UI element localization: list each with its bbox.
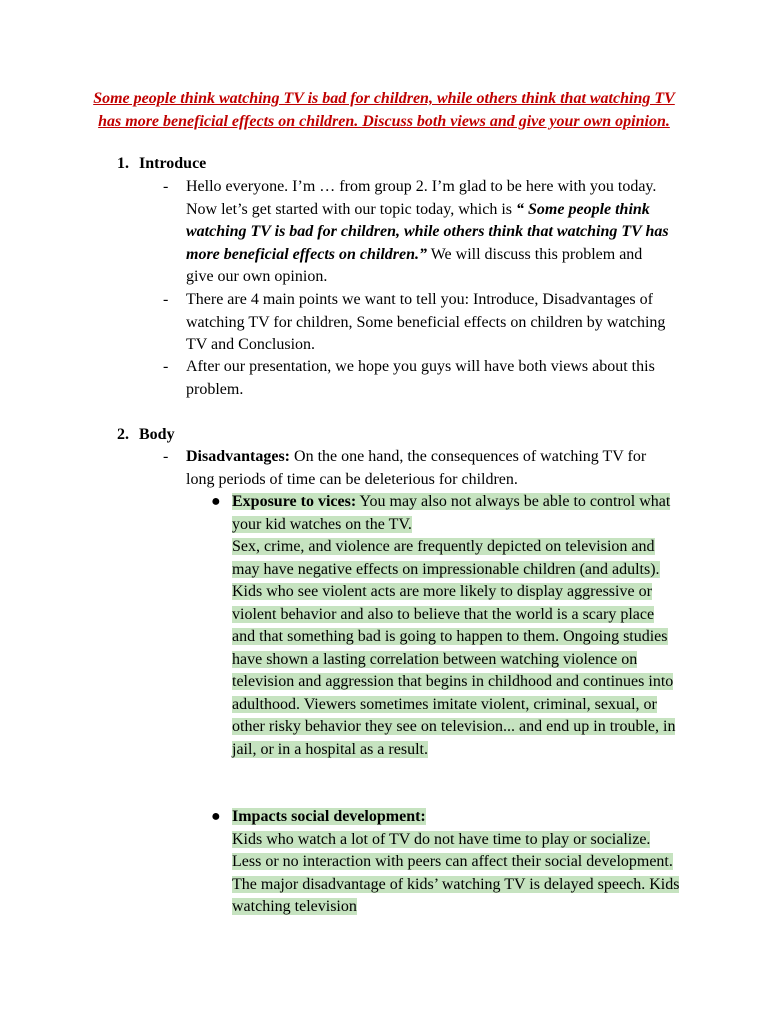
section-title: Body	[139, 426, 175, 443]
intro-item-main-points	[163, 289, 673, 357]
exposure-intro: You may also not always be able to control what your kid watches on the TV.	[232, 493, 671, 533]
bullet-exposure-to-vices	[211, 491, 681, 761]
exposure-label: Exposure to vices:	[232, 493, 357, 510]
section-number: 1.	[117, 155, 129, 172]
exposure-text	[232, 491, 681, 761]
greeting-text: Hello everyone. I’m … from group 2. I’m glad to be here with you today. Now let’s get started with our topic today, which is	[186, 178, 657, 218]
intro-item-greeting	[163, 176, 673, 289]
presentation-hope-text: After our presentation, we hope you guys will have both views about this problem.	[186, 358, 655, 398]
section-number: 2.	[117, 426, 129, 443]
bullet-marker: ●	[211, 493, 221, 510]
disadvantages-label: Disadvantages:	[186, 448, 291, 465]
topic-quote: “ Some people think watching TV is bad for children, while others think that watching TV has more beneficial effects on children.”	[186, 200, 669, 263]
essay-title: Some people think watching TV is bad for children, while others think that watching TV has more beneficial effects on children. Discuss both views and give your own opinion.	[93, 90, 675, 130]
disadvantages-description: On the one hand, the consequences of watching TV for long periods of time can be deleterious for children.	[186, 448, 647, 488]
exposure-paragraph: Sex, crime, and violence are frequently depicted on television and may have negative effects on impressionable children (and adults). Kids who see violent acts are more likely to display aggressive or violent behavior and also to believe that the world is a scary place and that something bad is going to happen to them. Ongoing studies have shown a lasting correlation between watching violence on television and aggression that begins in childhood and continues into adulthood. Viewers sometimes imitate violent, criminal, sexual, or other risky behavior they see on television... and end up in trouble, in jail, or in a hospital as a result.	[232, 538, 676, 758]
social-development-text	[232, 806, 681, 919]
greeting-closing: We will discuss this problem and give our own opinion.	[186, 245, 643, 285]
main-points-text: There are 4 main points we want to tell you: Introduce, Disadvantages of watching TV for children, Some beneficial effects on children by watching TV and Conclusion.	[186, 291, 666, 353]
dash-marker: -	[163, 178, 169, 195]
section-title: Introduce	[139, 155, 207, 172]
section-heading-body	[117, 424, 175, 447]
dash-marker: -	[163, 291, 169, 308]
intro-item-text	[186, 176, 673, 289]
section-heading-introduce	[117, 153, 206, 176]
social-development-paragraph: Kids who watch a lot of TV do not have time to play or socialize. Less or no interaction with peers can affect their social development. The major disadvantage of kids’ watching TV is delayed speech. Kids watching television	[232, 830, 680, 915]
bullet-marker: ●	[211, 808, 221, 825]
dash-marker: -	[163, 448, 169, 465]
bullet-social-development	[211, 806, 681, 919]
dash-marker: -	[163, 358, 169, 375]
social-development-label: Impacts social development:	[232, 808, 426, 825]
intro-item-conclusion	[163, 356, 673, 401]
body-item-disadvantages	[163, 446, 673, 491]
disadvantages-text	[186, 446, 673, 491]
